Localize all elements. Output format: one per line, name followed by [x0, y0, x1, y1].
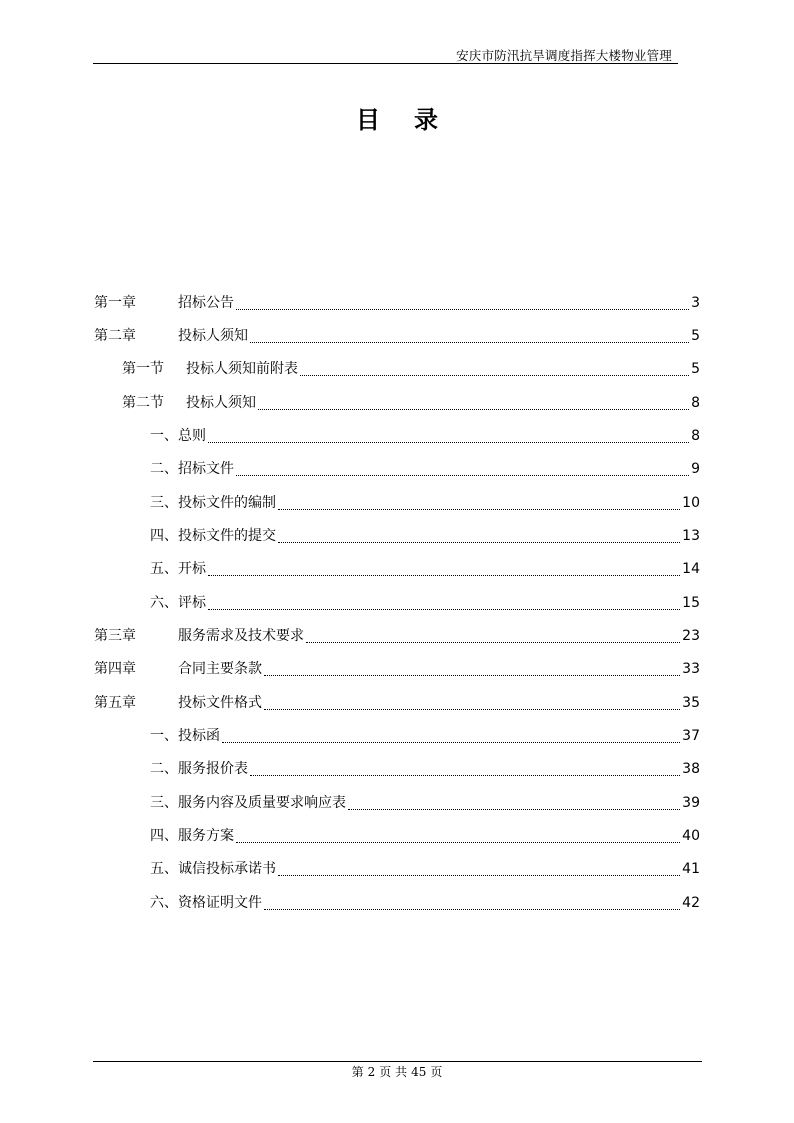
toc-entry-number: 二、 — [150, 461, 178, 477]
toc-entry-title: 服务需求及技术要求 — [178, 628, 304, 644]
toc-entry-title: 投标人须知 — [186, 395, 256, 411]
toc-leader-dots — [278, 541, 680, 543]
footer-divider — [93, 1061, 702, 1062]
footer-suffix: 页 — [430, 1065, 443, 1079]
toc-entry[interactable] — [150, 792, 700, 814]
toc-entry-page: 8 — [691, 395, 700, 411]
toc-entry[interactable] — [94, 325, 700, 347]
toc-entry-page: 40 — [682, 828, 700, 844]
toc-entry-number: 第五章 — [94, 695, 136, 711]
toc-entry-title: 投标文件格式 — [178, 695, 262, 711]
toc-entry-number: 四、 — [150, 828, 178, 844]
toc-leader-dots — [250, 774, 680, 776]
toc-entry-title: 合同主要条款 — [178, 661, 262, 677]
toc-entry-title: 服务内容及质量要求响应表 — [178, 795, 346, 811]
toc-entry[interactable] — [150, 458, 700, 480]
toc-entry-page: 35 — [682, 695, 700, 711]
toc-leader-dots — [208, 441, 689, 443]
toc-entry-page: 3 — [691, 295, 700, 311]
toc-entry-number: 三、 — [150, 795, 178, 811]
toc-entry-number: 五、 — [150, 861, 178, 877]
toc-entry[interactable] — [150, 558, 700, 580]
toc-entry-title: 招标文件 — [178, 461, 234, 477]
toc-entry-title: 投标文件的提交 — [178, 528, 276, 544]
toc-leader-dots — [264, 674, 680, 676]
toc-entry-title: 投标函 — [178, 728, 220, 744]
toc-entry-page: 14 — [682, 561, 700, 577]
header-divider — [93, 63, 678, 64]
toc-entry-title: 服务方案 — [178, 828, 234, 844]
toc-entry-page: 37 — [682, 728, 700, 744]
toc-entry[interactable] — [150, 525, 700, 547]
footer-total-pages: 45 — [411, 1065, 427, 1079]
toc-leader-dots — [222, 741, 680, 743]
toc-leader-dots — [236, 474, 689, 476]
page-footer — [0, 1063, 794, 1080]
toc-entry-number: 第一章 — [94, 295, 136, 311]
toc-leader-dots — [278, 874, 680, 876]
toc-entry[interactable] — [150, 425, 700, 447]
toc-entry-number: 六、 — [150, 595, 178, 611]
toc-entry-title: 招标公告 — [178, 295, 234, 311]
footer-current-page: 2 — [367, 1065, 376, 1079]
toc-leader-dots — [250, 341, 689, 343]
page-title: 目录 — [356, 105, 472, 134]
toc-entry-page: 42 — [682, 895, 700, 911]
toc-entry[interactable] — [150, 592, 700, 614]
toc-entry-number: 第四章 — [94, 661, 136, 677]
toc-entry-page: 38 — [682, 761, 700, 777]
toc-entry-title: 诚信投标承诺书 — [178, 861, 276, 877]
toc-entry-number: 一、 — [150, 728, 178, 744]
toc-entry-title: 开标 — [178, 561, 206, 577]
toc-entry[interactable] — [122, 358, 700, 380]
toc-entry-page: 5 — [691, 328, 700, 344]
toc-entry-page: 15 — [682, 595, 700, 611]
toc-entry-number: 三、 — [150, 495, 178, 511]
toc-leader-dots — [236, 841, 680, 843]
toc-leader-dots — [348, 808, 680, 810]
toc-entry-title: 资格证明文件 — [178, 895, 262, 911]
toc-entry-title: 评标 — [178, 595, 206, 611]
toc-leader-dots — [208, 608, 680, 610]
toc-entry[interactable] — [150, 825, 700, 847]
toc-entry-page: 9 — [691, 461, 700, 477]
toc-entry-number: 二、 — [150, 761, 178, 777]
toc-entry[interactable] — [150, 492, 700, 514]
toc-leader-dots — [258, 408, 689, 410]
toc-entry-title: 投标人须知前附表 — [186, 361, 298, 377]
toc-entry[interactable] — [122, 392, 700, 414]
toc-entry[interactable] — [150, 725, 700, 747]
toc-entry-number: 四、 — [150, 528, 178, 544]
toc-entry-number: 第二章 — [94, 328, 136, 344]
toc-entry-title: 总则 — [178, 428, 206, 444]
toc-entry-page: 10 — [682, 495, 700, 511]
toc-entry-page: 23 — [682, 628, 700, 644]
toc-entry[interactable] — [94, 625, 700, 647]
toc-leader-dots — [264, 708, 680, 710]
toc-entry-page: 13 — [682, 528, 700, 544]
running-header: 安庆市防汛抗旱调度指挥大楼物业管理 — [456, 48, 672, 63]
toc-entry-page: 33 — [682, 661, 700, 677]
toc-entry-title: 服务报价表 — [178, 761, 248, 777]
footer-mid: 页 共 — [379, 1065, 408, 1079]
toc-entry[interactable] — [94, 292, 700, 314]
toc-entry[interactable] — [150, 858, 700, 880]
footer-prefix: 第 — [351, 1065, 364, 1079]
toc-leader-dots — [208, 574, 680, 576]
toc-entry-number: 一、 — [150, 428, 178, 444]
toc-entry-page: 41 — [682, 861, 700, 877]
toc-leader-dots — [306, 641, 680, 643]
toc-entry-number: 五、 — [150, 561, 178, 577]
toc-leader-dots — [236, 308, 689, 310]
toc-entry-title: 投标文件的编制 — [178, 495, 276, 511]
toc-leader-dots — [300, 374, 689, 376]
toc-leader-dots — [264, 908, 680, 910]
toc-entry-title: 投标人须知 — [178, 328, 248, 344]
toc-leader-dots — [278, 508, 680, 510]
toc-entry-number: 第二节 — [122, 395, 164, 411]
toc-entry-page: 5 — [691, 361, 700, 377]
toc-entry-page: 8 — [691, 428, 700, 444]
toc-entry[interactable] — [94, 658, 700, 680]
toc-entry[interactable] — [150, 758, 700, 780]
toc-entry-number: 六、 — [150, 895, 178, 911]
toc-entry-number: 第一节 — [122, 361, 164, 377]
toc-entry-page: 39 — [682, 795, 700, 811]
toc-entry[interactable] — [150, 892, 700, 914]
toc-entry[interactable] — [94, 692, 700, 714]
toc-entry-number: 第三章 — [94, 628, 136, 644]
